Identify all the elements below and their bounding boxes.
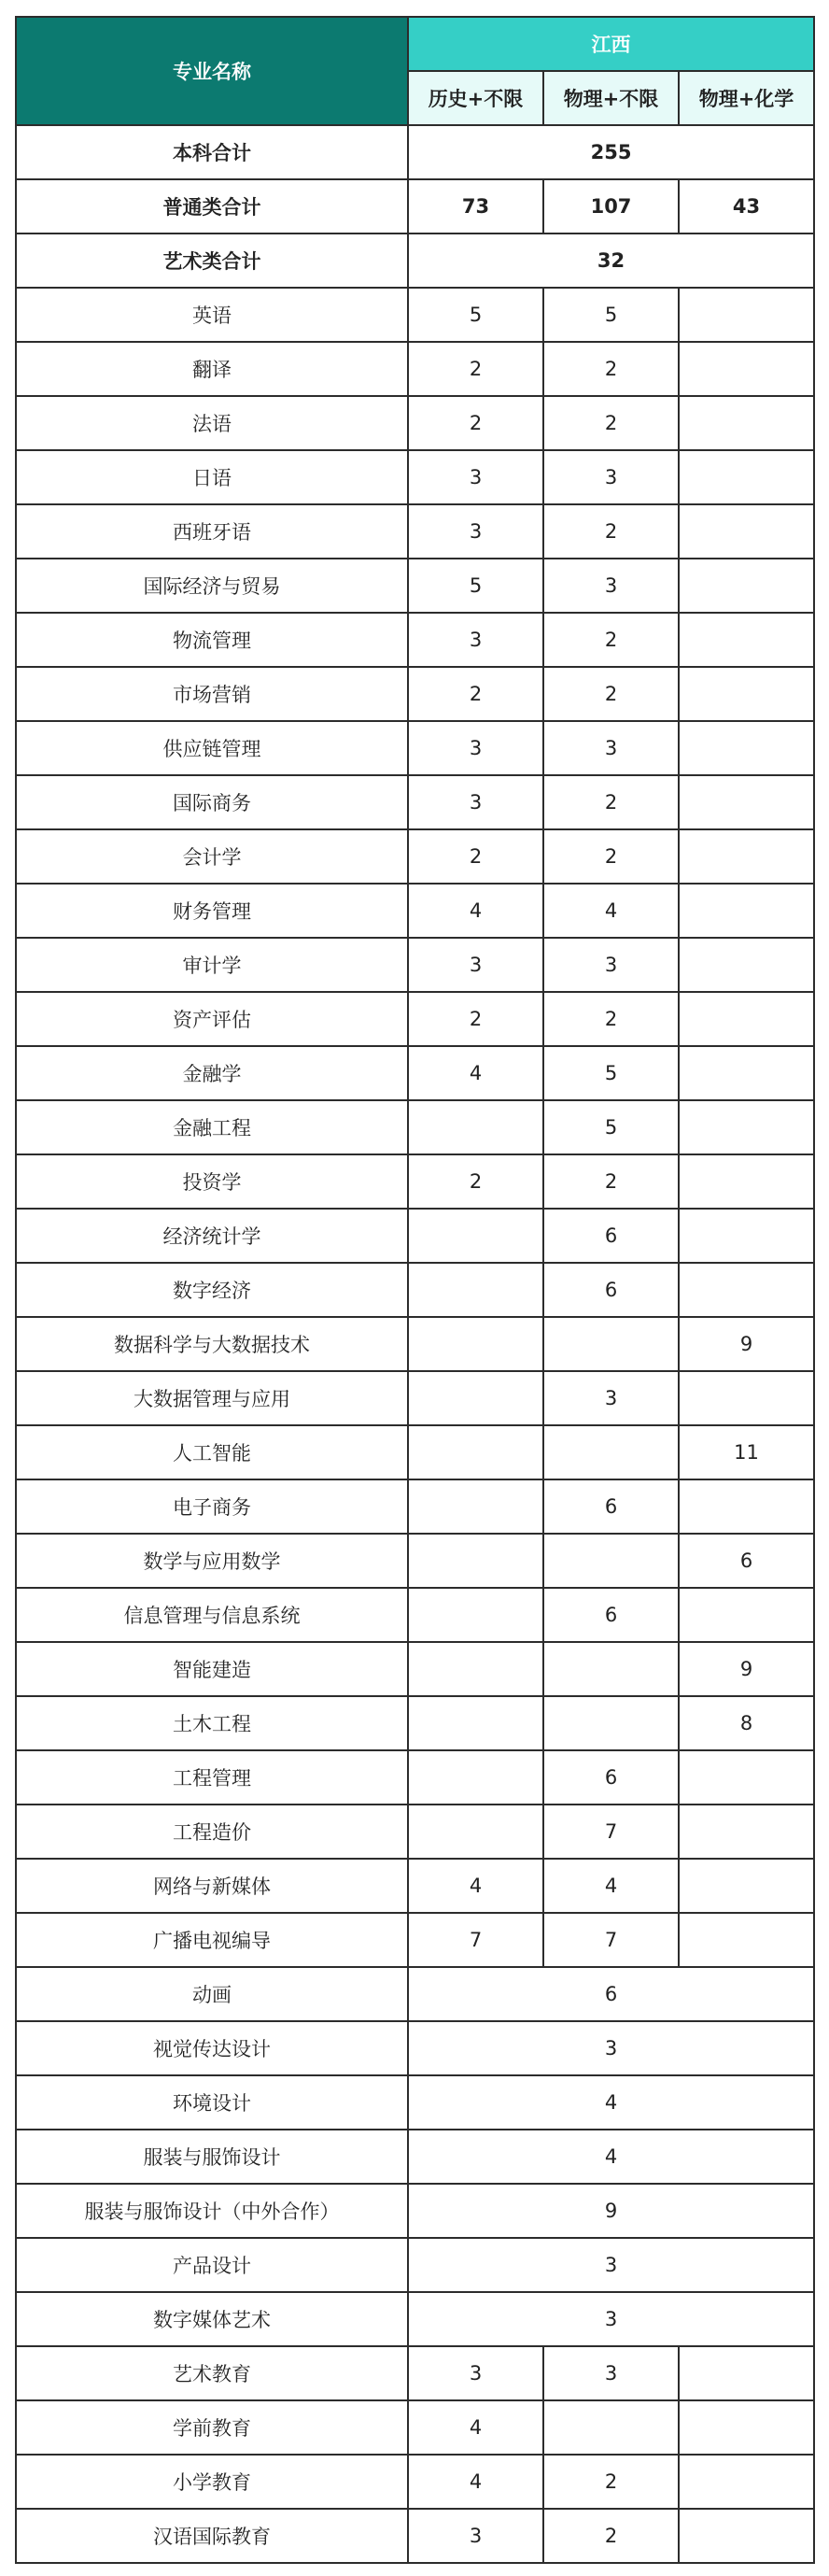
quota-cell-merged: 6 (408, 1967, 814, 2021)
quota-cell: 2 (543, 396, 679, 450)
quota-cell (543, 1642, 679, 1696)
major-name-cell: 供应链管理 (16, 721, 408, 775)
table-row (16, 2075, 814, 2130)
quota-cell: 6 (543, 1263, 679, 1317)
quota-cell (679, 992, 814, 1046)
quota-cell: 3 (408, 2509, 543, 2563)
quota-cell: 2 (408, 396, 543, 450)
major-name-cell: 数字经济 (16, 1263, 408, 1317)
table-row (16, 2238, 814, 2292)
quota-cell (679, 396, 814, 450)
major-name-cell: 视觉传达设计 (16, 2021, 408, 2075)
art-total-value: 32 (408, 234, 814, 288)
enrollment-plan-table (15, 16, 815, 2564)
quota-cell (679, 1046, 814, 1100)
table-row (16, 2292, 814, 2346)
quota-cell (679, 613, 814, 667)
quota-cell: 3 (543, 938, 679, 992)
quota-cell (679, 2400, 814, 2455)
quota-cell (679, 1371, 814, 1425)
table-row (16, 1967, 814, 2021)
major-name-cell: 服装与服饰设计 (16, 2130, 408, 2184)
quota-cell: 3 (543, 2346, 679, 2400)
quota-cell (679, 1154, 814, 1209)
table-row (16, 2400, 814, 2455)
quota-cell: 6 (543, 1750, 679, 1805)
quota-cell (679, 1913, 814, 1967)
quota-cell (679, 2455, 814, 2509)
general-total-cell: 73 (408, 179, 543, 234)
major-name-cell: 智能建造 (16, 1642, 408, 1696)
major-name-cell: 金融学 (16, 1046, 408, 1100)
quota-cell (679, 342, 814, 396)
quota-cell: 5 (543, 288, 679, 342)
table-row (16, 1479, 814, 1534)
table-row (16, 938, 814, 992)
quota-cell: 9 (679, 1642, 814, 1696)
table-row (16, 1100, 814, 1154)
table-row (16, 1209, 814, 1263)
major-name-cell: 市场营销 (16, 667, 408, 721)
table-row (16, 1588, 814, 1642)
quota-cell: 5 (543, 1100, 679, 1154)
major-name-cell: 数据科学与大数据技术 (16, 1317, 408, 1371)
major-name-cell: 投资学 (16, 1154, 408, 1209)
quota-cell: 3 (408, 938, 543, 992)
quota-cell: 2 (543, 829, 679, 884)
quota-cell (408, 1534, 543, 1588)
quota-cell (679, 1859, 814, 1913)
table-row (16, 829, 814, 884)
quota-cell: 2 (543, 1154, 679, 1209)
quota-cell: 9 (679, 1317, 814, 1371)
quota-cell-merged: 4 (408, 2075, 814, 2130)
major-name-cell: 汉语国际教育 (16, 2509, 408, 2563)
table-row (16, 1696, 814, 1750)
major-name-cell: 环境设计 (16, 2075, 408, 2130)
major-name-cell: 财务管理 (16, 884, 408, 938)
major-name-header: 专业名称 (16, 17, 408, 125)
major-name-cell: 国际经济与贸易 (16, 559, 408, 613)
quota-cell (408, 1371, 543, 1425)
quota-cell (408, 1805, 543, 1859)
quota-cell: 2 (543, 775, 679, 829)
major-name-cell: 产品设计 (16, 2238, 408, 2292)
table-row (16, 2130, 814, 2184)
major-name-cell: 翻译 (16, 342, 408, 396)
major-name-cell: 动画 (16, 1967, 408, 2021)
undergrad-total-row (16, 125, 814, 179)
quota-cell (679, 1209, 814, 1263)
quota-cell: 2 (408, 1154, 543, 1209)
quota-cell (408, 1479, 543, 1534)
quota-cell: 3 (408, 450, 543, 504)
quota-cell (679, 1479, 814, 1534)
major-name-cell: 小学教育 (16, 2455, 408, 2509)
row-label: 本科合计 (16, 125, 408, 179)
quota-cell (679, 1100, 814, 1154)
quota-cell (543, 1425, 679, 1479)
quota-cell (679, 450, 814, 504)
quota-cell (543, 1534, 679, 1588)
quota-cell: 2 (543, 667, 679, 721)
table-row (16, 2455, 814, 2509)
quota-cell (408, 1425, 543, 1479)
subject-col-header: 物理+不限 (543, 71, 679, 125)
quota-cell: 6 (543, 1588, 679, 1642)
major-name-cell: 服装与服饰设计（中外合作） (16, 2184, 408, 2238)
quota-cell: 2 (408, 667, 543, 721)
quota-cell: 2 (408, 992, 543, 1046)
table-row (16, 992, 814, 1046)
table-row (16, 559, 814, 613)
table-row (16, 667, 814, 721)
row-label: 艺术类合计 (16, 234, 408, 288)
quota-cell: 3 (408, 775, 543, 829)
major-name-cell: 数字媒体艺术 (16, 2292, 408, 2346)
quota-cell: 3 (543, 1371, 679, 1425)
quota-cell: 3 (543, 450, 679, 504)
quota-cell (679, 721, 814, 775)
table-row (16, 1534, 814, 1588)
quota-cell (408, 1642, 543, 1696)
table-row (16, 1425, 814, 1479)
quota-cell: 7 (543, 1913, 679, 1967)
quota-cell (408, 1588, 543, 1642)
table-row (16, 721, 814, 775)
quota-cell (543, 1317, 679, 1371)
quota-cell: 2 (543, 2509, 679, 2563)
quota-cell: 5 (408, 288, 543, 342)
quota-cell: 6 (679, 1534, 814, 1588)
table-row (16, 884, 814, 938)
quota-cell: 3 (408, 721, 543, 775)
major-name-cell: 工程造价 (16, 1805, 408, 1859)
subject-col-header: 历史+不限 (408, 71, 543, 125)
quota-cell: 2 (408, 829, 543, 884)
general-total-row (16, 179, 814, 234)
quota-cell-merged: 9 (408, 2184, 814, 2238)
table-row (16, 2184, 814, 2238)
table-row (16, 450, 814, 504)
quota-cell (408, 1263, 543, 1317)
major-name-cell: 网络与新媒体 (16, 1859, 408, 1913)
table-row (16, 1913, 814, 1967)
quota-cell (679, 938, 814, 992)
quota-cell: 3 (543, 559, 679, 613)
quota-cell: 4 (408, 2400, 543, 2455)
major-name-cell: 金融工程 (16, 1100, 408, 1154)
quota-cell (679, 2509, 814, 2563)
quota-cell-merged: 3 (408, 2292, 814, 2346)
quota-cell: 4 (543, 884, 679, 938)
quota-cell: 7 (543, 1805, 679, 1859)
undergrad-total-value: 255 (408, 125, 814, 179)
quota-cell (679, 2346, 814, 2400)
major-name-cell: 学前教育 (16, 2400, 408, 2455)
table-row (16, 1642, 814, 1696)
quota-cell (679, 288, 814, 342)
table-row (16, 2509, 814, 2563)
quota-cell (679, 829, 814, 884)
table-row (16, 2021, 814, 2075)
quota-cell (408, 1317, 543, 1371)
quota-cell (408, 1696, 543, 1750)
table-row (16, 288, 814, 342)
quota-cell: 8 (679, 1696, 814, 1750)
table-row (16, 1046, 814, 1100)
quota-cell (679, 1750, 814, 1805)
table-row (16, 396, 814, 450)
major-name-cell: 大数据管理与应用 (16, 1371, 408, 1425)
quota-cell: 4 (408, 2455, 543, 2509)
table-row (16, 1371, 814, 1425)
quota-cell: 3 (408, 504, 543, 559)
quota-cell: 7 (408, 1913, 543, 1967)
quota-cell (679, 1805, 814, 1859)
quota-cell: 4 (408, 884, 543, 938)
quota-cell (408, 1209, 543, 1263)
general-total-cell: 43 (679, 179, 814, 234)
major-name-cell: 广播电视编导 (16, 1913, 408, 1967)
quota-cell (679, 884, 814, 938)
major-name-cell: 经济统计学 (16, 1209, 408, 1263)
major-name-cell: 会计学 (16, 829, 408, 884)
quota-cell (679, 504, 814, 559)
major-name-cell: 工程管理 (16, 1750, 408, 1805)
quota-cell: 2 (543, 992, 679, 1046)
art-total-row (16, 234, 814, 288)
quota-cell: 6 (543, 1209, 679, 1263)
subject-col-header: 物理+化学 (679, 71, 814, 125)
quota-cell: 5 (543, 1046, 679, 1100)
table-row (16, 1154, 814, 1209)
quota-cell: 2 (543, 342, 679, 396)
quota-cell: 5 (408, 559, 543, 613)
table-row (16, 613, 814, 667)
quota-cell (679, 667, 814, 721)
quota-cell-merged: 4 (408, 2130, 814, 2184)
table-row (16, 2346, 814, 2400)
quota-cell: 4 (543, 1859, 679, 1913)
quota-cell: 4 (408, 1046, 543, 1100)
major-name-cell: 信息管理与信息系统 (16, 1588, 408, 1642)
table-row (16, 1317, 814, 1371)
quota-cell (679, 775, 814, 829)
quota-cell: 2 (543, 2455, 679, 2509)
major-name-cell: 艺术教育 (16, 2346, 408, 2400)
quota-cell (543, 1696, 679, 1750)
row-label: 普通类合计 (16, 179, 408, 234)
major-name-cell: 人工智能 (16, 1425, 408, 1479)
major-name-cell: 西班牙语 (16, 504, 408, 559)
quota-cell: 3 (408, 613, 543, 667)
table-row (16, 1805, 814, 1859)
quota-cell: 11 (679, 1425, 814, 1479)
table-row (16, 1750, 814, 1805)
table-row (16, 504, 814, 559)
major-name-cell: 日语 (16, 450, 408, 504)
quota-cell-merged: 3 (408, 2238, 814, 2292)
quota-cell (679, 1588, 814, 1642)
quota-cell: 2 (408, 342, 543, 396)
table-row (16, 1263, 814, 1317)
major-name-cell: 国际商务 (16, 775, 408, 829)
major-name-cell: 数学与应用数学 (16, 1534, 408, 1588)
quota-cell (679, 1263, 814, 1317)
table-row (16, 775, 814, 829)
quota-cell (408, 1100, 543, 1154)
major-name-cell: 资产评估 (16, 992, 408, 1046)
table-row (16, 342, 814, 396)
major-name-cell: 审计学 (16, 938, 408, 992)
quota-cell-merged: 3 (408, 2021, 814, 2075)
major-name-cell: 土木工程 (16, 1696, 408, 1750)
quota-cell: 2 (543, 613, 679, 667)
quota-cell (543, 2400, 679, 2455)
quota-cell: 3 (408, 2346, 543, 2400)
general-total-cell: 107 (543, 179, 679, 234)
table-row (16, 1859, 814, 1913)
quota-cell: 2 (543, 504, 679, 559)
quota-cell: 4 (408, 1859, 543, 1913)
major-name-cell: 英语 (16, 288, 408, 342)
quota-cell: 3 (543, 721, 679, 775)
major-name-cell: 电子商务 (16, 1479, 408, 1534)
major-name-cell: 物流管理 (16, 613, 408, 667)
quota-cell (408, 1750, 543, 1805)
quota-cell: 6 (543, 1479, 679, 1534)
province-header: 江西 (408, 17, 814, 71)
major-name-cell: 法语 (16, 396, 408, 450)
quota-cell (679, 559, 814, 613)
